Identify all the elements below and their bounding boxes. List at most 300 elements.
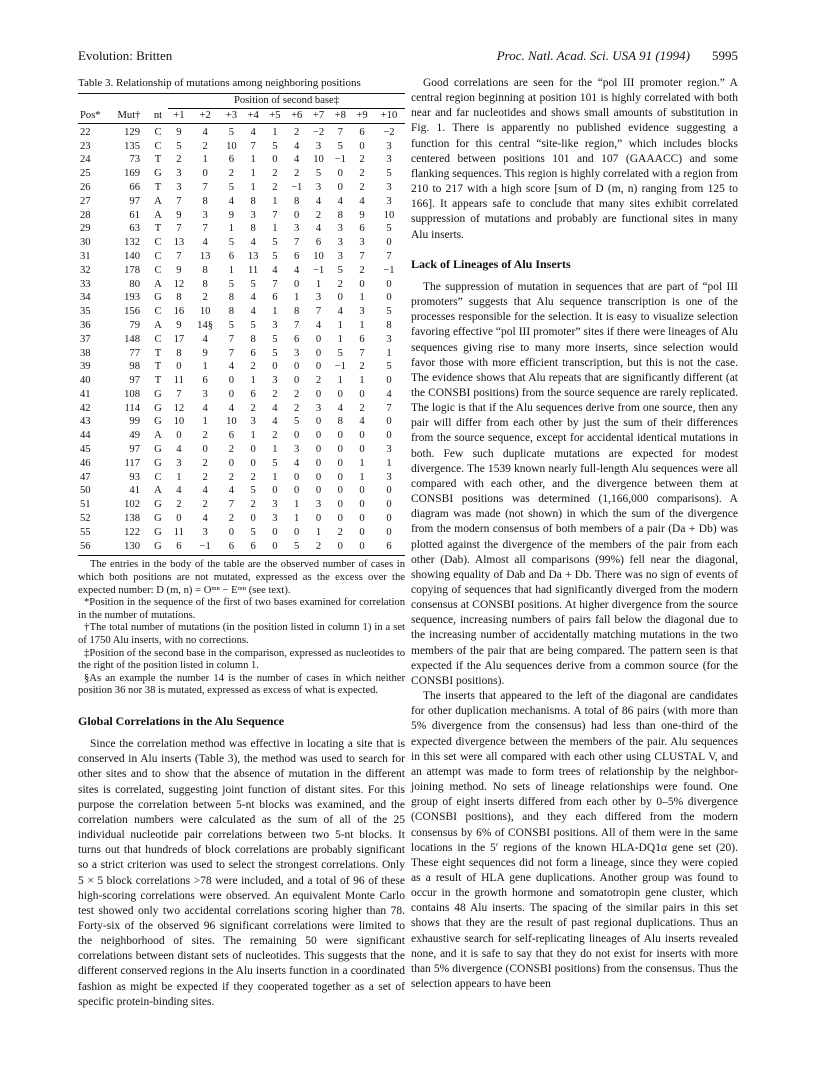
table-cell: 0: [272, 154, 278, 166]
table-cell: 3: [250, 416, 256, 428]
table-cell: 1: [359, 375, 365, 387]
table-cell: G: [154, 416, 162, 428]
header-author: Evolution: Britten: [78, 48, 173, 63]
table-cell: 1: [202, 154, 208, 166]
table-cell: 3: [202, 388, 208, 400]
table-cell: 1: [294, 499, 300, 511]
table-cell: 3: [202, 526, 208, 538]
table-cell: 0: [272, 526, 278, 538]
table-cell: 7: [294, 237, 300, 249]
table-cell: C: [154, 140, 162, 152]
table-cell: −1: [190, 540, 221, 556]
table-cell: 2: [202, 457, 208, 469]
table-row: [78, 471, 405, 485]
table-cell: 4: [315, 195, 322, 207]
table-cell: 1: [294, 292, 300, 304]
table-cell: 3: [337, 250, 343, 262]
table-cell: 28: [80, 209, 91, 221]
table-cell: 0: [315, 416, 322, 428]
table-row: [78, 402, 405, 416]
table-cell: 99: [129, 416, 140, 428]
table-cell: 2: [250, 402, 256, 414]
table-cell: 4: [294, 264, 300, 276]
table-cell: 4: [202, 513, 208, 525]
table-cell: 8: [386, 319, 392, 331]
table-cell: 5: [386, 223, 392, 235]
table-cell: 3: [315, 292, 322, 304]
table-cell: 5: [228, 181, 234, 193]
table-cell: 2: [294, 168, 300, 180]
table-cell: 3: [337, 237, 343, 249]
table-cell: T: [154, 361, 162, 373]
table-cell: 2: [294, 126, 300, 138]
table-cell: 4: [359, 416, 365, 428]
table-cell: 5: [272, 347, 278, 359]
table-row: [78, 222, 405, 236]
table-cell: 0: [202, 444, 208, 456]
table-cell: G: [154, 457, 162, 469]
table-row: [78, 123, 405, 139]
table-cell: 0: [315, 444, 322, 456]
table-cell: 3: [386, 333, 392, 345]
table-cell: 0: [386, 430, 392, 442]
table-cell: 9: [176, 209, 182, 221]
table-cell: 13: [199, 250, 211, 262]
table-cell: 4: [294, 154, 300, 166]
table-cell: 0: [294, 375, 300, 387]
table-cell: 5: [250, 319, 256, 331]
table-cell: −1: [334, 361, 346, 373]
table-cell: 2: [250, 471, 256, 483]
table-cell: 0: [337, 292, 343, 304]
table-cell: 3: [250, 209, 256, 221]
table-cell: 5: [228, 319, 234, 331]
table-cell: C: [154, 306, 162, 318]
table-cell: T: [154, 181, 162, 193]
table-cell: 97: [129, 375, 140, 387]
table-cell: 3: [386, 181, 392, 193]
table-cell: 0: [272, 361, 278, 373]
table-cell: 3: [272, 375, 278, 387]
table-cell: 1: [359, 471, 365, 483]
table-cell: 5: [315, 168, 322, 180]
table-cell: 26: [80, 181, 91, 193]
table-cell: 8: [176, 347, 182, 359]
table-cell: 22: [80, 126, 91, 138]
table-cell: 33: [80, 278, 91, 290]
table-cell: 35: [80, 306, 91, 318]
table-cell: 2: [359, 264, 365, 276]
table-cell: 1: [272, 126, 278, 138]
table-cell: 0: [337, 388, 343, 400]
header-journal-block: [497, 48, 738, 64]
table-cell: 1: [359, 292, 365, 304]
table-cell: 30: [80, 237, 91, 249]
table-cell: 0: [337, 471, 343, 483]
table-cell: 8: [250, 195, 256, 207]
table-cell: 29: [80, 223, 91, 235]
table-cell: 2: [250, 361, 256, 373]
table-cell: 0: [228, 526, 234, 538]
table-cell: 11: [248, 264, 259, 276]
table-cell: 73: [129, 154, 140, 166]
table-cell: 7: [176, 388, 182, 400]
table-cell: 0: [294, 430, 300, 442]
table-cell: 2: [359, 154, 365, 166]
table-cell: 80: [129, 278, 140, 290]
table-cell: 4: [250, 292, 256, 304]
table-cell: 66: [129, 181, 140, 193]
table-cell: 4: [272, 264, 278, 276]
table-cell: 0: [228, 388, 234, 400]
table-cell: 7: [386, 402, 392, 414]
table-row: [78, 360, 405, 374]
table-cell: 5: [337, 347, 343, 359]
table-cell: 0: [329, 540, 351, 556]
table-cell: 0: [294, 361, 300, 373]
table-cell: 0: [176, 361, 182, 373]
table-cell: 130: [110, 540, 148, 556]
table-cell: 2: [272, 430, 278, 442]
table-cell: 10: [313, 154, 324, 166]
table-cell: 6: [294, 250, 300, 262]
table-cell: 148: [124, 333, 140, 345]
table-cell: 1: [250, 168, 256, 180]
table-cell: T: [154, 347, 162, 359]
table-column-headers: [78, 108, 405, 123]
table-cell: 5: [286, 540, 308, 556]
table-row: [78, 181, 405, 195]
table-cell: 1: [202, 361, 208, 373]
column-header: +8: [329, 108, 351, 123]
column-header: +10: [373, 108, 405, 123]
left-column: [78, 76, 405, 1010]
table-cell: 9: [176, 319, 182, 331]
table-cell: 0: [359, 513, 365, 525]
table-cell: 7: [176, 195, 182, 207]
table-cell: 2: [359, 181, 365, 193]
table-cell: 4: [202, 333, 208, 345]
table-cell: A: [154, 430, 162, 442]
table-cell: 1: [202, 416, 208, 428]
table-cell: 4: [228, 485, 234, 497]
table-cell: 3: [315, 181, 322, 193]
table-cell: C: [154, 471, 162, 483]
table-cell: 0: [359, 444, 365, 456]
table-cell: 5: [228, 237, 234, 249]
table-cell: 0: [272, 485, 278, 497]
column-header: +5: [264, 108, 286, 123]
table-cell: 4: [294, 140, 300, 152]
table-cell: 135: [124, 140, 140, 152]
table-cell: 4: [315, 223, 322, 235]
table-cell: 7: [250, 140, 256, 152]
table-cell: 7: [359, 250, 365, 262]
table-cell: 9: [202, 347, 208, 359]
table-cell: 0: [315, 347, 322, 359]
table-cell: 23: [80, 140, 91, 152]
table-cell: −1: [312, 264, 325, 276]
table-cell: G: [154, 444, 162, 456]
table-cell: 0: [315, 388, 322, 400]
table-cell: 193: [124, 292, 140, 304]
table-cell: A: [154, 195, 162, 207]
table-cell: 4: [176, 485, 182, 497]
table-cell: 47: [80, 471, 91, 483]
table-cell: 4: [228, 195, 234, 207]
mutation-table: [78, 93, 405, 556]
table-cell: 7: [228, 333, 234, 345]
table-cell: 3: [315, 402, 322, 414]
table-cell: 8: [228, 292, 234, 304]
table-cell: 5: [294, 416, 300, 428]
table-cell: 3: [315, 140, 322, 152]
table-cell: 1: [315, 526, 322, 538]
table-cell: 2: [359, 168, 365, 180]
table-cell: 132: [124, 237, 140, 249]
table-cell: 0: [386, 513, 392, 525]
table-cell: 5: [337, 140, 343, 152]
table-cell: 2: [294, 402, 300, 414]
table-cell: 0: [386, 375, 392, 387]
running-header: [78, 48, 738, 66]
table-cell: 6: [250, 388, 256, 400]
table-cell: 12: [173, 402, 185, 414]
table-cell: 6: [272, 292, 278, 304]
table-cell: G: [148, 540, 168, 556]
header-journal: Proc. Natl. Acad. Sci. USA 91 (1994): [496, 48, 690, 63]
table-cell: 41: [80, 388, 91, 400]
column-header: +1: [168, 108, 190, 123]
table-cell: 117: [124, 457, 140, 469]
table-cell: 25: [80, 168, 91, 180]
table-cell: 0: [315, 471, 322, 483]
table-cell: 0: [386, 526, 392, 538]
table-cell: 10: [226, 416, 237, 428]
table-cell: 7: [228, 499, 234, 511]
table-row: [78, 484, 405, 498]
paragraph-global-correlations: Since the correlation method was effective in locating a site that is conserved in Alu inserts (Table 3), the method was used to search for other sites and to show that the absence of mutation in the different sites is correlated, suggesting joint function of distant sites. For this purpose the correlation between 5-nt blocks was examined, and the correlation numbers were calculated as the sum of all of the 25 individual nucleotide pair correlations between two 5-nt blocks. It turns out that hundreds of block correlations are probably significant so a strict criterion was used to select the strongest correlations. Only 5 × 5 block correlations >78 were included, and a total of 96 of these high-scoring correlations were observed. An equivalent Monte Carlo test showed only two accidental correlations scoring higher than 78. Forty-six of the observed 96 significant correlations were limited to the neighborhood of sites. The remaining 50 were significant correlations between distant sets of nucleotides. This suggests that the different conserved regions in the Alu inserts function in a coordinated fashion as might be expected if they cooperated together as a set of specific protein-binding sites.: [78, 738, 405, 1008]
table-cell: 0: [315, 457, 322, 469]
table-cell: 11: [173, 526, 184, 538]
table-cell: 98: [129, 361, 140, 373]
table-cell: 1: [272, 471, 278, 483]
table-cell: 34: [80, 292, 91, 304]
table-cell: 7: [228, 347, 234, 359]
table-cell: 41: [129, 485, 140, 497]
table-cell: 1: [228, 223, 234, 235]
table-cell: 0: [386, 278, 392, 290]
table-cell: 5: [386, 168, 392, 180]
table-cell: 3: [202, 209, 208, 221]
table-cell: 1: [337, 333, 343, 345]
table-cell: 2: [359, 402, 365, 414]
table-cell: 0: [337, 181, 343, 193]
table-cell: 1: [250, 154, 256, 166]
table-cell: 63: [129, 223, 140, 235]
table-cell: −2: [312, 126, 325, 138]
table-cell: 4: [202, 126, 208, 138]
table-row: [78, 167, 405, 181]
table-cell: −1: [383, 264, 395, 276]
table-cell: 0: [294, 485, 300, 497]
table-cell: 7: [337, 126, 343, 138]
table-cell: 0: [359, 485, 365, 497]
table-cell: 97: [129, 444, 140, 456]
table-cell: 3: [359, 306, 365, 318]
table-cell: 169: [124, 168, 140, 180]
table-cell: 36: [80, 319, 91, 331]
table-cell: 32: [80, 264, 91, 276]
table-row: [78, 264, 405, 278]
table-cell: C: [154, 237, 162, 249]
table-cell: 5: [272, 457, 278, 469]
table-cell: 17: [173, 333, 185, 345]
table-cell: 6: [250, 347, 256, 359]
page-number: 5995: [712, 48, 738, 63]
table-footnote-second-base: ‡Position of the second base in the comparison, expressed as nucleotides to the right of the position listed in column 1.: [78, 647, 405, 672]
table-cell: 7: [294, 319, 300, 331]
table-cell: 2: [228, 444, 234, 456]
table-cell: 1: [315, 278, 322, 290]
table-cell: 31: [80, 250, 91, 262]
table-cell: 4: [202, 485, 208, 497]
table-row: [78, 250, 405, 264]
table-cell: 0: [250, 444, 256, 456]
table-cell: 10: [226, 140, 237, 152]
table-cell: 7: [202, 223, 208, 235]
table-cell: G: [154, 292, 162, 304]
table-cell: 0: [315, 333, 322, 345]
table-cell: 3: [386, 154, 392, 166]
table-cell: 4: [250, 306, 256, 318]
table-cell: 1: [250, 430, 256, 442]
table-cell: 3: [315, 499, 322, 511]
table-cell: 7: [359, 347, 365, 359]
table-cell: 0: [202, 168, 208, 180]
table-cell: 0: [294, 209, 300, 221]
table-cell: C: [154, 333, 162, 345]
table-cell: −1: [334, 154, 346, 166]
table-cell: 0: [228, 375, 234, 387]
table-cell: 10: [199, 306, 211, 318]
table-cell: 2: [176, 154, 182, 166]
table-cell: 0: [250, 457, 256, 469]
table-cell: 6: [228, 430, 234, 442]
table-cell: 1: [176, 471, 182, 483]
paragraph-suppression-of-mutation: The suppression of mutation in sequences that are part of “pol III promoters” suggests that Alu sequence transcription is one of the processes responsible for the selection. It is easy to visualize selection favoring effective “pol III promoter” sites if there were lineages of Alu sequences giving rise to many more inserts, since selection would favor those with more efficient transcription, but this is not the case. The evidence shows that Alu repeats that are significantly different (at the CONSBI positions) from the source sequence are rarely replicated. The logic is that if the Alu sequences derive from one source, then any pair will differ from each other by just the sum of their differences from the source sequence, except for accidental identical mutations in both. Few such duplicate mutations are expected for modest divergence. The 1539 known nearly full-length Alu sequences were all compared with each other, and the divergence between them at CONSBI positions was determined (1,166,000 comparisons). A diagram was made (not shown) in which the sum of the divergence from the modern consensus of both members of a pair (Da + Db) was plotted against the divergence of the members of the pair from each other (Dab). Almost all comparisons (99%) fell near the diagonal, showing equality of Dab and Da + Db. There was no sign of events of copying of sequences that had significantly diverged from the modern consensus at CONSBI positions. At higher divergence from the source sequence, increasing numbers of pairs fall below the diagonal due to the increasing number of accidentally matching mutations in the two members of the pair that are being compared. The pattern seen is that expected if the Alu sequences derive from a common source (for the CONSBI positions).: [411, 280, 738, 687]
table-cell: T: [154, 154, 162, 166]
table-cell: 0: [176, 513, 182, 525]
table-cell: 6: [373, 540, 405, 556]
table-cell: 93: [129, 471, 140, 483]
table-cell: 7: [202, 181, 208, 193]
table-cell: 0: [294, 471, 300, 483]
table-cell: 8: [202, 278, 208, 290]
table-cell: 2: [315, 375, 322, 387]
table-cell: 2: [202, 140, 208, 152]
table-row: [78, 388, 405, 402]
table-row: [78, 415, 405, 429]
table-cell: 44: [80, 430, 91, 442]
table-cell: 0: [386, 499, 392, 511]
table-cell: 0: [294, 526, 300, 538]
table-cell: 37: [80, 333, 91, 345]
table-cell: 1: [294, 513, 300, 525]
table-cell: 6: [220, 540, 242, 556]
table-cell: 4: [228, 361, 234, 373]
table-cell: 8: [337, 416, 343, 428]
table-cell: 3: [294, 347, 300, 359]
table-cell: A: [154, 278, 162, 290]
table-cell: 3: [294, 444, 300, 456]
table-row: [78, 278, 405, 292]
table-cell: 10: [173, 416, 185, 428]
table-cell: G: [154, 402, 162, 414]
table-cell: 5: [228, 126, 234, 138]
table-cell: 7: [315, 306, 322, 318]
table-body: [78, 123, 405, 556]
table-cell: 6: [359, 333, 365, 345]
table-cell: C: [154, 264, 162, 276]
table-cell: 0: [315, 513, 322, 525]
table-cell: 56: [78, 540, 110, 556]
table-cell: 1: [359, 319, 365, 331]
table-row: [78, 291, 405, 305]
table-cell: 5: [272, 237, 278, 249]
table-cell: 3: [294, 223, 300, 235]
table-row: [78, 498, 405, 512]
table-row: [78, 153, 405, 167]
table-cell: 5: [250, 278, 256, 290]
table-cell: 77: [129, 347, 140, 359]
table-cell: 0: [315, 361, 322, 373]
table-row: [78, 429, 405, 443]
table-footnote-main: The entries in the body of the table are the observed number of cases in which both positions are not mutated, expressed as the excess over the expected number: D (m, n) = Oᵐⁿ − Eᵐⁿ (see text).: [78, 559, 405, 596]
table-cell: 6: [359, 126, 365, 138]
table-cell: G: [154, 499, 162, 511]
table-cell: 2: [202, 430, 208, 442]
table-cell: 129: [124, 126, 140, 138]
table-cell: 1: [272, 444, 278, 456]
table-cell: 6: [228, 154, 234, 166]
table-cell: 38: [80, 347, 91, 359]
table-cell: 4: [272, 402, 278, 414]
table-cell: 0: [176, 430, 182, 442]
table-cell: 46: [80, 457, 91, 469]
table-cell: 0: [337, 168, 343, 180]
table-row: [78, 443, 405, 457]
table-cell: 2: [308, 540, 330, 556]
table-cell: G: [154, 168, 162, 180]
table-cell: 138: [124, 513, 140, 525]
table-cell: 0: [386, 485, 392, 497]
table-cell: 1: [250, 375, 256, 387]
table-cell: 6: [228, 250, 234, 262]
table-cell: 2: [272, 388, 278, 400]
table-cell: 5: [228, 278, 234, 290]
table-cell: 102: [124, 499, 140, 511]
table-cell: 0: [337, 499, 343, 511]
table-cell: 3: [386, 444, 392, 456]
table-cell: 0: [359, 140, 365, 152]
table-cell: 4: [202, 402, 208, 414]
table-cell: 8: [250, 223, 256, 235]
table-cell: 6: [294, 333, 300, 345]
table-row: [78, 333, 405, 347]
table-cell: 50: [80, 485, 91, 497]
table-cell: 4: [202, 237, 208, 249]
